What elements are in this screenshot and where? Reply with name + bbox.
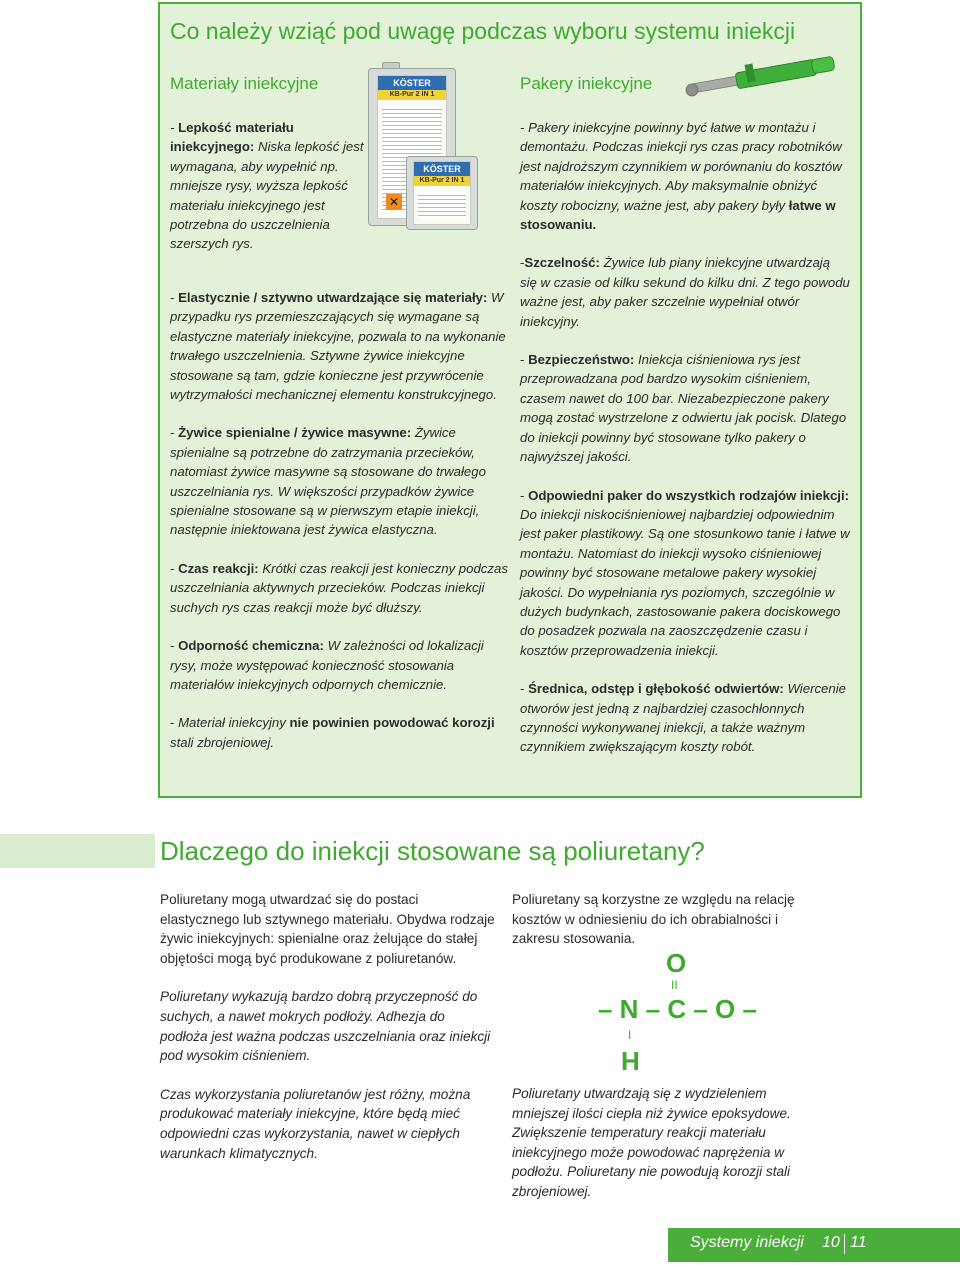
- info-box: [158, 2, 862, 798]
- paragraph: Poliuretany wykazują bardzo dobrą przyczepność do suchych, a nawet mokrych podłoży. Adhezja do podłoża jest ważna podczas uszczelniania oraz iniekcji pod wysokim ciśnieniem.: [160, 989, 491, 1064]
- formula-double-bond: II: [671, 978, 678, 992]
- packer-image: [680, 46, 850, 106]
- canisters-image: [368, 62, 478, 230]
- formula-single-bond: I: [628, 1028, 632, 1042]
- canister-text-lines-small: [418, 192, 466, 218]
- list-item: -Szczelność: Żywice lub piany iniekcyjne utwardzają się w czasie od kilku sekund do kilku dni. Z tego powodu ważne jest, aby paker szczelnie wypełniał otwór iniekcyjny.: [520, 255, 850, 329]
- canister-product: KB-Pur 2 IN 1: [378, 90, 446, 100]
- list-item: - Odporność chemiczna: W zależności od lokalizacji rysy, może występować konieczność stosowania materiałów iniekcyjnych odpornych chemicznie.: [170, 638, 484, 692]
- canister-brand: KÖSTER: [378, 76, 446, 90]
- list-item: - Średnica, odstęp i głębokość odwiertów: Wiercenie otworów jest jedną z najbardziej czasochłonnych czynności wykonywanej iniekcji, a także ważnym czynnikiem zwiększającym koszty robót.: [520, 681, 846, 755]
- polyurethane-left-column: [160, 890, 495, 1182]
- list-item: - Pakery iniekcyjne powinny być łatwe w montażu i demontażu. Podczas iniekcji rys czas pracy robotników jest najdroższym czynnikiem w porównaniu do kosztów materiałów iniekcyjnych. Aby maksymalnie obniżyć koszty robocizny, ważne jest, aby pakery były łatwe w stosowaniu.: [520, 120, 842, 233]
- formula-chain: – N – C – O –: [598, 994, 757, 1024]
- list-item: - Żywice spienialne / żywice masywne: Żywice spienialne są potrzebne do zatrzymania przecieków, natomiast żywice masywne są stosowane do trwałego uszczelniania rys. W większości przypadków żywice spienialne stosowane są w pierwszym etapie iniekcji, następnie iniektowana jest żywica elastyczna.: [170, 425, 486, 538]
- list-item: - Odpowiedni paker do wszystkich rodzajów iniekcji: Do iniekcji niskociśnieniowej najbardziej odpowiednim jest paker plastikowy. Są one stosunkowo tanie i łatwe w montażu. Natomiast do iniekcji wysoko ciśnieniowej powinny być stosowane metalowe pakery wysokiej jakości. Do wypełniania rys poziomych, szczególnie w dużych budynkach, zastosowanie pakera dociskowego do posadzek pozwala na zaoszczędzenie czasu i kosztów przeprowadzenia iniekcji.: [520, 487, 850, 658]
- small-canister-label: [413, 161, 471, 225]
- page-number-left: 10: [822, 1234, 840, 1251]
- small-canister: [406, 156, 478, 230]
- footer-label: Systemy iniekcji: [690, 1234, 804, 1251]
- materials-list: [170, 288, 508, 771]
- packers-heading: Pakery iniekcyjne: [520, 74, 653, 93]
- polyurethane-heading: Dlaczego do iniekcji stosowane są poliuretany?: [160, 836, 705, 866]
- materials-heading: Materiały iniekcyjne: [170, 74, 319, 93]
- formula-oxygen-top: O: [666, 948, 687, 978]
- canister-product-small: KB-Pur 2 IN 1: [414, 176, 470, 186]
- box-title: Co należy wziąć pod uwagę podczas wyboru systemu iniekcji: [170, 18, 796, 44]
- list-item: - Elastycznie / sztywno utwardzające się materiały: W przypadku rys przemieszczających się wymagane są elastyczne materiały iniekcyjne, pozwala to na wykonanie trwałego uszczelnienia. Sztywne żywice iniekcyjne stosowane są tam, gdzie konieczne jest przywrócenie wytrzymałości mechanicznej elementu konstrukcyjnego.: [170, 290, 506, 403]
- paragraph: Poliuretany mogą utwardzać się do postaci elastycznego lub sztywnego materiału. Obydwa rodzaje żywic iniekcyjnych: spienialne oraz żelujące do stałej objętości mogą być produkowane z poliuretanów.: [160, 892, 495, 966]
- paragraph: Czas wykorzystania poliuretanów jest różny, można produkować materiały iniekcyjne, które będą mieć odpowiedni czas wykorzystania, nawet w ciepłych warunkach klimatycznych.: [160, 1086, 471, 1161]
- footer-separator: [844, 1234, 845, 1254]
- viscosity-text: Niska lepkość jest wymagana, aby wypełnić np. mniejsze rysy, wyższa lepkość materiału iniekcyjnego jest potrzebna do uszczelnienia szerszych rys.: [170, 139, 364, 252]
- paragraph: Poliuretany utwardzają się z wydzieleniem mniejszej ilości ciepła niż żywice epoksydowe. Zwiększenie temperatury reakcji materiału iniekcyjnego może powodować naprężenia w podłożu. Poliuretany nie powodują korozji stali zbrojeniowej.: [512, 1086, 791, 1199]
- list-item: - Bezpieczeństwo: Iniekcja ciśnieniowa rys jest przeprowadzana pod bardzo wysokim ciśnieniem, czasem nawet do 100 bar. Niezabezpieczone pakery mogą zostać wystrzelone z odwiertu jak pocisk. Dlatego do iniekcji powinny być stosowane tylko pakery o najwyższej jakości.: [520, 352, 847, 465]
- formula-hydrogen: H: [621, 1046, 640, 1076]
- viscosity-item: - Lepkość materiału iniekcyjnego: Niska lepkość jest wymagana, aby wypełnić np. mniejsze rysy, wyższa lepkość materiału iniekcyjnego jest potrzebna do uszczelnienia szerszych rys.: [170, 120, 364, 252]
- hazard-icon: ✕: [386, 194, 402, 210]
- list-item: - Materiał iniekcyjny nie powinien powodować korozji stali zbrojeniowej.: [170, 715, 495, 750]
- list-item: - Czas reakcji: Krótki czas reakcji jest konieczny podczas uszczelniania aktywnych przecieków. Podczas iniekcji suchych rys czas reakcji może być dłuższy.: [170, 560, 508, 615]
- paragraph: Poliuretany są korzystne ze względu na relację kosztów w odniesieniu do ich obrabialności i zakresu stosowania.: [512, 892, 795, 947]
- viscosity-label: Lepkość materiału iniekcyjnego:: [170, 120, 294, 155]
- section-banner: [0, 834, 155, 868]
- canister-brand-small: KÖSTER: [414, 162, 470, 176]
- page-number-right: 11: [850, 1234, 867, 1251]
- polyurethane-right-bottom: [512, 1084, 827, 1221]
- packers-list: [520, 118, 850, 776]
